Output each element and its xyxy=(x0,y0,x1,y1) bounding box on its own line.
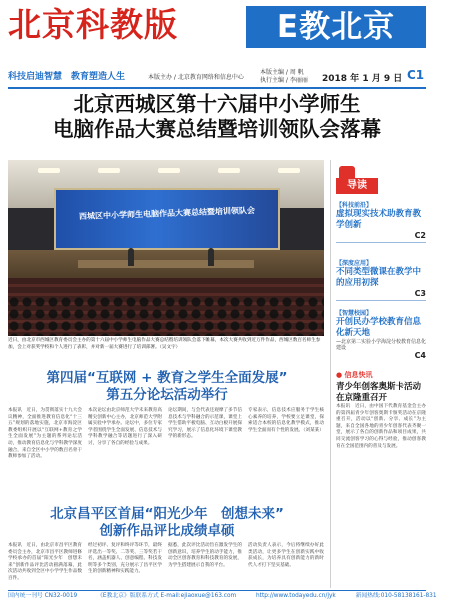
article-2-column: 经过初评、复评和终评等环节，最终评选出一等奖、二等奖、三等奖若干名，涵盖机器人、创意编程、科技发明等多个类别，充分展示了昌平区学生的创新精神和实践能力。 xyxy=(88,543,162,575)
news-brief xyxy=(336,370,426,403)
contents-guide xyxy=(336,160,426,368)
guide-item-page: C4 xyxy=(414,351,426,360)
footer-website-link[interactable]: http://www.todayedu.cn/jyk xyxy=(256,593,336,599)
article-2-column: 本报讯 近日，由北京市昌平区教育委员会主办，北京市昌平区教师进修学校承办的首届“阳光少年 创想未来”创新作品评比活动圆满落幕，此次活动共收到全区中小学学生作品数百件。 xyxy=(8,543,82,581)
slogan: 科技启迪智慧 教育塑造人生 xyxy=(8,72,126,82)
newspaper-title: 北京科教版 xyxy=(8,5,178,44)
projection-screen xyxy=(54,188,280,250)
guide-item-tag: 【科技前沿】 xyxy=(336,202,373,209)
screen-banner-text: 西城区中小学师生电脑作品大赛总结暨培训领队会 xyxy=(78,205,256,222)
article-1-column: 本报讯 近日，为贯彻落实十九大会议精神，全面推进教育信息化“十三五”规划的落地实施，北京市海淀区教委组织开展以“互联网+教育之学生全面发展”为主题的系列论坛活动，推动教育信息化与学科教学深度融合，来自全区中小学的数百名骨干教师参加了活动。 xyxy=(8,408,82,460)
article-2-headline xyxy=(8,506,326,540)
guide-item[interactable] xyxy=(336,258,426,301)
photo-stage xyxy=(78,260,254,268)
editor-line-2: 执行主编 / 李丽丽 xyxy=(260,77,308,84)
guide-item-tag: 【智慧校园】 xyxy=(336,310,373,317)
issue-date: 2018 年 1 月 9 日 xyxy=(322,74,403,84)
article-2-headline-line-1: 北京昌平区首届“阳光少年 创想未来” xyxy=(50,506,284,522)
page-footer xyxy=(8,590,437,602)
photo-caption: 近日，由北京市西城区教育委员会主办的第十六届中小学师生电脑作品大赛总结暨培训领队会落下帷幕，本次大赛共收到近万件作品，西城区数百名师生参加，会上对获奖学校和个人进行了表彰，并对新一届大赛进行了培训部署。（吴文宇） xyxy=(8,338,321,350)
edition-title: E教北京 xyxy=(246,6,426,48)
speaker-figure xyxy=(128,248,134,266)
editor-line-1: 本版主编 / 周 帆 xyxy=(260,69,304,76)
footer-contact: 《E教北京》版联系方式 E-mail:ejiaoxue@163.com xyxy=(97,593,237,599)
masthead-divider xyxy=(8,87,426,89)
guide-item-page: C3 xyxy=(414,289,426,298)
lead-headline xyxy=(8,92,426,142)
ceiling-light xyxy=(218,168,240,173)
ceiling-light xyxy=(278,168,300,173)
article-1-headline-line-1: 第四届“互联网 + 教育之学生全面发展” xyxy=(46,370,288,386)
article-1-headline-line-2: 第五分论坛活动举行 xyxy=(106,387,228,403)
footer-phone: 新闻热线:010-58138161-831 xyxy=(355,593,437,599)
masthead xyxy=(0,0,432,66)
article-1-column: 本次论坛由北京师范大学未来教育高精尖创新中心主办，北京师范大学附属实验中学承办。论坛中，多位专家学者围绕学生全面发展、信息技术与学科教学融合等话题进行了深入研讨，分享了各自的经验与成果。 xyxy=(88,408,162,446)
article-2-headline-line-2: 创新作品评比成绩卓硕 xyxy=(99,523,235,539)
news-brief-body: 本报讯 近日，由中国下代教育基金会主办的第四届青少年创客奥斯卡颁奖活动在京隆重召开，活动以“创新、分享、成长”为主题，来自全国各地的青少年创客代表齐聚一堂，展示了各自的创新作品和项目成果，共同交流创客学习的心得与经验，推动创客教育在全国范围内的普及与发展。 xyxy=(336,404,426,449)
guide-item-title: 开创民办学校教育信息化新天地 xyxy=(336,317,422,338)
guide-divider xyxy=(336,242,426,243)
lead-headline-line-2: 电脑作品大赛总结暨培训领队会落幕 xyxy=(53,117,381,141)
lead-headline-line-1: 北京西城区第十六届中小学师生 xyxy=(73,92,361,116)
guide-item-note: —北京第二实验小学海淀分校教育信息化建设 xyxy=(336,339,427,351)
news-brief-title: 青少年创客奥斯卡活动在京隆重召开 xyxy=(336,382,422,403)
masthead-strip xyxy=(8,68,426,86)
guide-label-text: 导读 xyxy=(347,180,367,191)
ceiling-light xyxy=(38,168,60,173)
guide-item[interactable] xyxy=(336,200,426,243)
guide-divider xyxy=(336,300,426,301)
guide-item-title: 不同类型微课在教学中的应用初探 xyxy=(336,267,422,288)
ceiling-light xyxy=(158,168,180,173)
publisher-line: 本版主办 / 北京教育网络和信息中心 xyxy=(148,74,244,81)
news-brief-label: ● 信息快讯 xyxy=(336,371,373,379)
guide-item[interactable] xyxy=(336,308,426,360)
page-number: C1 xyxy=(407,68,425,82)
column-divider xyxy=(330,160,331,588)
guide-item-tag: 【深度应用】 xyxy=(336,260,373,267)
audience xyxy=(8,296,324,336)
footer-serial-number: 国内统一刊号 CN32-0019 xyxy=(8,593,78,599)
lead-photo xyxy=(8,160,324,336)
guide-item-page: C2 xyxy=(414,231,426,240)
article-1-headline xyxy=(8,370,326,404)
speaker-figure xyxy=(208,248,214,266)
article-1-column: 论坛期间，与会代表还观摩了多节信息技术与学科融合的示范课，课堂上学生借助平板电脑、互动白板开展探究学习，展示了信息化环境下课堂教学的新形态。 xyxy=(168,408,242,440)
ceiling-light xyxy=(98,168,120,173)
article-2-column: 据悉，此次评比活动旨在激发学生的创新意识，培养学生的动手能力，推动全区创客教育和科技教育的发展，为学生搭建展示自我的平台。 xyxy=(168,543,242,568)
article-1-column: 专家表示，信息技术应服务于学生核心素养的培养，学校要立足课堂，探索适合本校的信息化教学模式，推动学生全面而有个性的发展。（刘某某） xyxy=(248,408,324,433)
editor-credits xyxy=(260,69,308,85)
article-2-column: 活动负责人表示，今后将继续办好此类活动，让更多学生在创新实践中收获成长，为培养具有创新能力的新时代人才打下坚实基础。 xyxy=(248,543,324,568)
guide-label xyxy=(336,178,378,194)
guide-item-title: 虚拟现实技术助教育教学创新 xyxy=(336,209,422,230)
